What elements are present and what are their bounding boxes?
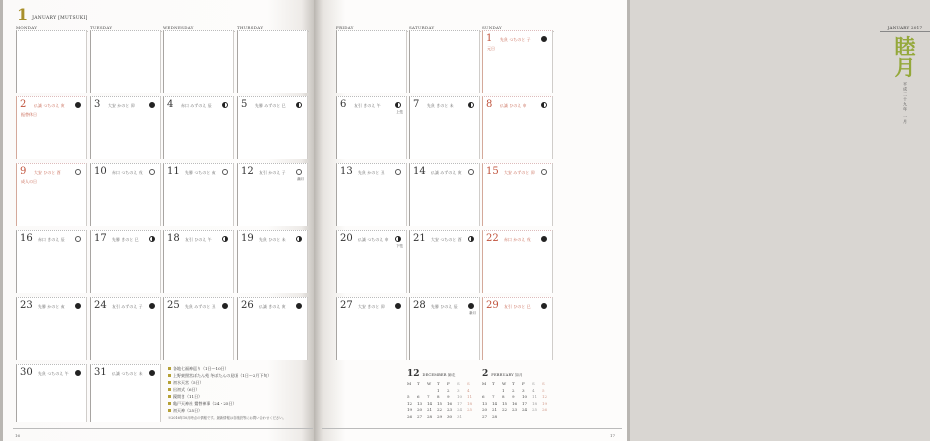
holiday-label: 成人の日 <box>21 179 37 184</box>
mini-calendar-day: 21 <box>492 407 498 412</box>
mini-calendar-day: 30 <box>447 413 453 419</box>
rokuyo-label: 先負 かのと 丑 <box>358 170 385 175</box>
mini-calendar-day: 14 <box>427 400 433 406</box>
weekday-tuesday: TUESDAY <box>90 25 162 32</box>
mini-calendar-weekday: M <box>407 381 412 386</box>
new-moon-icon <box>541 36 547 42</box>
day-cell-empty[interactable] <box>336 30 407 93</box>
day-cell-2[interactable] <box>16 96 87 159</box>
new-moon-icon <box>296 303 302 309</box>
rokuyo-label: 友引 かのえ 子 <box>259 170 286 175</box>
mini-calendar-day <box>467 414 477 419</box>
new-moon-icon <box>541 236 547 242</box>
new-moon-icon <box>149 303 155 309</box>
mini-calendar-day: 4 <box>532 387 535 393</box>
mini-calendar-day: 26 <box>407 413 413 419</box>
day-number: 27 <box>340 300 353 311</box>
moon-phase-note: 新月 <box>469 311 476 315</box>
right-page <box>314 0 923 441</box>
day-cell-5[interactable] <box>237 96 308 159</box>
day-cell-empty[interactable] <box>90 30 161 93</box>
rokuyo-label: 赤口 つちのえ 戌 <box>112 170 143 175</box>
mini-calendar-day <box>522 414 532 419</box>
day-cell-16[interactable] <box>16 230 87 293</box>
day-number: 4 <box>167 99 174 110</box>
mini-calendar-day: 13 <box>482 400 488 406</box>
mini-calendar-grid <box>482 381 552 419</box>
mini-calendar-weekday: S <box>457 381 460 386</box>
event-note: 上野東照宮ぼたん苑 冬ぼたんの見頃（1日〜2月下旬） <box>168 372 308 379</box>
rokuyo-label: 友引 ひのえ 午 <box>185 237 212 242</box>
mini-calendar-weekday: F <box>447 381 450 386</box>
bullet-square-icon <box>168 367 171 370</box>
page-number-right: 17 <box>610 433 616 438</box>
waning-gibbous-moon-icon <box>468 169 474 175</box>
rokuyo-label: 先勝 つちのと 亥 <box>185 170 216 175</box>
mini-calendar-day: 24 <box>522 407 528 412</box>
mini-calendar-day: 7 <box>427 394 430 399</box>
rokuyo-label: 先勝 ひのえ 辰 <box>431 304 458 309</box>
event-note: 初天神（25日） <box>168 407 308 414</box>
new-moon-icon <box>149 102 155 108</box>
last-quarter-moon-icon <box>395 236 401 242</box>
bullet-square-icon <box>168 381 171 384</box>
day-cell-17[interactable] <box>90 230 161 293</box>
day-number: 6 <box>340 99 347 110</box>
month-kanji: 睦月 <box>894 34 916 80</box>
mini-calendar-day: 10 <box>457 394 463 399</box>
waning-moon-icon <box>149 236 155 242</box>
rokuyo-label: 先勝 みずのと 巳 <box>255 103 286 108</box>
mini-calendar-december <box>407 370 477 419</box>
mini-calendar-day: 26 <box>542 407 548 412</box>
sidebar-title: JANUARY 2017 <box>880 25 930 32</box>
mini-calendar-weekday: S <box>467 381 470 386</box>
waning-moon-icon <box>468 236 474 242</box>
day-number: 3 <box>94 99 101 110</box>
day-cell-8[interactable] <box>482 96 553 159</box>
bullet-square-icon <box>168 402 171 405</box>
mini-calendar-day: 24 <box>457 407 463 412</box>
day-number: 24 <box>94 300 107 311</box>
mini-calendar-day: 21 <box>427 407 433 412</box>
mini-calendar-weekday: W <box>502 381 507 386</box>
footer-rule <box>13 428 313 429</box>
day-number: 25 <box>167 300 180 311</box>
day-number: 16 <box>20 233 33 244</box>
mini-calendar-day: 6 <box>482 394 485 399</box>
day-cell-21[interactable] <box>409 230 480 293</box>
mini-calendar-day: 28 <box>427 413 433 419</box>
rokuyo-label: 赤口 かのえ 戌 <box>504 237 531 242</box>
day-number: 19 <box>241 233 254 244</box>
mini-calendar-day: 9 <box>447 394 450 399</box>
day-cell-29[interactable] <box>482 297 553 360</box>
event-note: 亀戸天神社 鷽替神事（24・25日） <box>168 400 308 407</box>
mini-calendar-day: 5 <box>407 394 410 399</box>
mini-calendar-weekday: T <box>417 381 420 386</box>
mini-calendar-month-name: FEBRUARY 如月 <box>491 373 523 377</box>
mini-calendar-day: 2 <box>447 387 450 393</box>
rokuyo-label: 仏滅 つちのえ 寅 <box>34 103 65 108</box>
day-number: 7 <box>413 99 420 110</box>
day-number: 28 <box>413 300 426 311</box>
mini-calendar-day: 3 <box>457 387 460 393</box>
mini-calendar-day: 20 <box>417 407 423 412</box>
mini-calendar-day: 29 <box>437 413 443 419</box>
mini-calendar-february <box>482 370 552 419</box>
mini-calendar-day <box>492 388 502 393</box>
event-note: 初水天宮（5日） <box>168 379 308 386</box>
mini-calendar-day: 25 <box>532 407 538 412</box>
day-cell-3[interactable] <box>90 96 161 159</box>
bullet-square-icon <box>168 409 171 412</box>
mini-calendar-month-number: 12 <box>407 369 420 379</box>
weekday-saturday: SATURDAY <box>409 25 481 32</box>
day-cell-9[interactable] <box>16 163 87 226</box>
bullet-square-icon <box>168 388 171 391</box>
page-number-left: 16 <box>15 433 21 438</box>
new-moon-icon <box>149 370 155 376</box>
rokuyo-label: 先負 みずのと 丑 <box>185 304 216 309</box>
mini-calendar-day: 22 <box>502 407 508 412</box>
mini-calendar-day: 31 <box>457 413 463 419</box>
mini-calendar-day: 7 <box>492 394 495 399</box>
mini-calendar-day: 23 <box>512 407 518 412</box>
month-header <box>17 7 88 23</box>
mini-calendar-day: 16 <box>447 400 453 406</box>
era-year-vertical: 平成二十九年 一月 <box>903 82 908 125</box>
weekday-wednesday: WEDNESDAY <box>163 25 235 32</box>
day-cell-31[interactable] <box>90 364 161 422</box>
new-moon-icon <box>75 102 81 108</box>
day-cell-11[interactable] <box>163 163 234 226</box>
day-number: 15 <box>486 166 499 177</box>
day-cell-6[interactable] <box>336 96 407 159</box>
day-number: 14 <box>413 166 426 177</box>
mini-calendar-day: 12 <box>542 394 548 399</box>
moon-phase-note: 満月 <box>297 177 304 181</box>
day-cell-1[interactable] <box>482 30 553 93</box>
waxing-gibbous-moon-icon <box>222 169 228 175</box>
new-moon-icon <box>75 303 81 309</box>
rokuyo-label: 仏滅 ひのえ 申 <box>500 103 527 108</box>
day-cell-30[interactable] <box>16 364 87 422</box>
new-moon-icon <box>395 303 401 309</box>
moon-phase-note: 上弦 <box>396 110 403 114</box>
day-number: 18 <box>167 233 180 244</box>
mini-calendar-day: 15 <box>502 400 508 406</box>
day-number: 10 <box>94 166 107 177</box>
mini-calendar-day: 14 <box>492 400 498 406</box>
waxing-gibbous-moon-icon <box>149 169 155 175</box>
day-number: 12 <box>241 166 254 177</box>
mini-calendar-day: 10 <box>522 394 528 399</box>
mini-calendar-day: 2 <box>512 387 515 393</box>
mini-calendar-day: 5 <box>542 387 545 393</box>
rokuyo-label: 仏滅 きのえ 寅 <box>259 304 286 309</box>
mini-calendar-weekday: W <box>427 381 432 386</box>
mini-calendar-day <box>532 414 542 419</box>
first-quarter-moon-icon <box>395 102 401 108</box>
mini-calendar-day: 13 <box>417 400 423 406</box>
rokuyo-label: 友引 みずのえ 子 <box>112 304 143 309</box>
rokuyo-label: 赤口 みずのえ 辰 <box>181 103 212 108</box>
notes-footnote: ※2016年10月時点の情報です。最新情報は各施設等にお問い合わせください。 <box>168 416 286 420</box>
left-page <box>0 0 314 441</box>
month-number: 1 <box>17 5 29 24</box>
mini-calendar-day <box>482 388 492 393</box>
mini-calendar-day <box>427 388 437 393</box>
day-cell-14[interactable] <box>409 163 480 226</box>
event-note: 各地七福神巡り（1日〜10日） <box>168 365 308 372</box>
mini-calendar-day: 8 <box>502 394 505 399</box>
rokuyo-label: 先負 ひのと 未 <box>259 237 286 242</box>
weekday-monday: MONDAY <box>16 25 88 32</box>
rokuyo-label: 先負 つちのえ 午 <box>38 371 69 376</box>
day-number: 8 <box>486 99 493 110</box>
mini-calendar-grid <box>407 381 477 419</box>
day-number: 1 <box>486 33 493 44</box>
weekday-sunday: SUNDAY <box>482 25 554 32</box>
mini-calendar-day: 25 <box>467 407 473 412</box>
mini-calendar-day <box>502 414 512 419</box>
day-cell-24[interactable] <box>90 297 161 360</box>
mini-calendar-day: 9 <box>512 394 515 399</box>
weekday-friday: FRIDAY <box>336 25 408 32</box>
rokuyo-label: 先勝 かのと 亥 <box>38 304 65 309</box>
rokuyo-label: 大安 かのと 卯 <box>108 103 135 108</box>
rokuyo-label: 仏滅 つちのと 未 <box>112 371 143 376</box>
day-number: 2 <box>20 99 27 110</box>
mini-calendar-day: 27 <box>417 413 423 419</box>
day-number: 20 <box>340 233 353 244</box>
mini-calendar-day: 15 <box>437 400 443 406</box>
mini-calendar-day: 1 <box>502 387 505 393</box>
new-moon-icon <box>468 303 474 309</box>
mini-calendar-day: 4 <box>467 387 470 393</box>
day-cell-25[interactable] <box>163 297 234 360</box>
waxing-moon-icon <box>222 102 228 108</box>
month-sidebar <box>880 25 930 124</box>
holiday-label: 振替休日 <box>21 112 37 117</box>
new-moon-icon <box>75 370 81 376</box>
day-number: 17 <box>94 233 107 244</box>
mini-calendar-month-number: 2 <box>482 369 489 379</box>
day-cell-13[interactable] <box>336 163 407 226</box>
day-number: 11 <box>167 166 180 177</box>
day-cell-12[interactable] <box>237 163 308 226</box>
day-cell-empty[interactable] <box>237 30 308 93</box>
day-cell-empty[interactable] <box>409 30 480 93</box>
day-cell-15[interactable] <box>482 163 553 226</box>
mini-calendar-day <box>407 388 417 393</box>
waning-moon-icon <box>296 236 302 242</box>
mini-calendar-day: 18 <box>467 400 473 406</box>
rokuyo-label: 先勝 きのと 巳 <box>112 237 139 242</box>
moon-phase-note: 下弦 <box>396 244 403 248</box>
waning-gibbous-moon-icon <box>541 169 547 175</box>
rokuyo-label: 先負 つちのと 子 <box>500 37 531 42</box>
day-cell-26[interactable] <box>237 297 308 360</box>
mini-calendar-day: 28 <box>492 413 498 419</box>
day-cell-23[interactable] <box>16 297 87 360</box>
event-notes <box>168 365 308 420</box>
mini-calendar-weekday: T <box>437 381 440 386</box>
holiday-label: 元日 <box>487 46 495 51</box>
day-cell-4[interactable] <box>163 96 234 159</box>
day-cell-empty[interactable] <box>163 30 234 93</box>
day-cell-7[interactable] <box>409 96 480 159</box>
day-number: 30 <box>20 367 33 378</box>
mini-calendar-day: 17 <box>522 400 528 406</box>
mini-calendar-day <box>542 414 552 419</box>
mini-calendar-day <box>417 388 427 393</box>
rokuyo-label: 仏滅 みずのえ 寅 <box>431 170 462 175</box>
bullet-square-icon <box>168 395 171 398</box>
rokuyo-label: 大安 ひのと 酉 <box>34 170 61 175</box>
day-number: 5 <box>241 99 248 110</box>
day-number: 13 <box>340 166 353 177</box>
day-number: 31 <box>94 367 107 378</box>
waning-gibbous-moon-icon <box>395 169 401 175</box>
rokuyo-label: 友引 ひのと 巳 <box>504 304 531 309</box>
day-number: 22 <box>486 233 499 244</box>
waxing-moon-icon <box>468 102 474 108</box>
mini-calendar-day: 12 <box>407 400 413 406</box>
mini-calendar-day: 27 <box>482 413 488 419</box>
waning-gibbous-moon-icon <box>75 236 81 242</box>
mini-calendar-month-name: DECEMBER 師走 <box>422 373 456 377</box>
mini-calendar-weekday: S <box>532 381 535 386</box>
new-moon-icon <box>222 303 228 309</box>
mini-calendar-day: 23 <box>447 407 453 412</box>
mini-calendar-day: 1 <box>437 387 440 393</box>
day-number: 23 <box>20 300 33 311</box>
rokuyo-label: 大安 みずのと 卯 <box>504 170 535 175</box>
mini-calendar-day: 6 <box>417 394 420 399</box>
day-cell-empty[interactable] <box>16 30 87 93</box>
day-number: 29 <box>486 300 499 311</box>
day-cell-28[interactable] <box>409 297 480 360</box>
day-cell-20[interactable] <box>336 230 407 293</box>
mini-calendar-day: 19 <box>542 400 548 406</box>
mini-calendar-day <box>512 414 522 419</box>
day-number: 9 <box>20 166 27 177</box>
rokuyo-label: 赤口 きのえ 辰 <box>38 237 65 242</box>
weekday-thursday: THURSDAY <box>237 25 309 32</box>
mini-calendar-day: 18 <box>532 400 538 406</box>
mini-calendar-day: 3 <box>522 387 525 393</box>
day-cell-27[interactable] <box>336 297 407 360</box>
full-moon-icon <box>296 169 302 175</box>
mini-calendar-day: 19 <box>407 407 413 412</box>
waning-moon-icon <box>222 236 228 242</box>
rokuyo-label: 大安 つちのと 酉 <box>431 237 462 242</box>
new-moon-icon <box>541 303 547 309</box>
day-number: 26 <box>241 300 254 311</box>
mini-calendar-day: 17 <box>457 400 463 406</box>
waxing-moon-icon <box>541 102 547 108</box>
day-cell-18[interactable] <box>163 230 234 293</box>
mini-calendar-day: 22 <box>437 407 443 412</box>
mini-calendar-weekday: S <box>542 381 545 386</box>
waxing-gibbous-moon-icon <box>75 169 81 175</box>
day-cell-22[interactable] <box>482 230 553 293</box>
month-name: JANUARY [MUTSUKI] <box>32 16 88 21</box>
rokuyo-label: 友引 きのえ 午 <box>354 103 381 108</box>
mini-calendar-weekday: F <box>522 381 525 386</box>
mini-calendar-day: 20 <box>482 407 488 412</box>
mini-calendar-day: 16 <box>512 400 518 406</box>
event-note: 鏡開き（11日） <box>168 393 308 400</box>
bullet-square-icon <box>168 374 171 377</box>
rokuyo-label: 先負 きのと 未 <box>427 103 454 108</box>
mini-calendar-day: 11 <box>532 394 538 399</box>
event-note: 出初式（6日） <box>168 386 308 393</box>
day-cell-19[interactable] <box>237 230 308 293</box>
mini-calendar-day: 11 <box>467 394 473 399</box>
mini-calendar-day: 8 <box>437 394 440 399</box>
footer-rule <box>322 428 622 429</box>
day-number: 21 <box>413 233 426 244</box>
rokuyo-label: 大安 きのと 卯 <box>358 304 385 309</box>
mini-calendar-weekday: M <box>482 381 487 386</box>
mini-calendar-weekday: T <box>492 381 495 386</box>
rokuyo-label: 仏滅 つちのえ 申 <box>358 237 389 242</box>
waxing-moon-icon <box>296 102 302 108</box>
day-cell-10[interactable] <box>90 163 161 226</box>
mini-calendar-weekday: T <box>512 381 515 386</box>
